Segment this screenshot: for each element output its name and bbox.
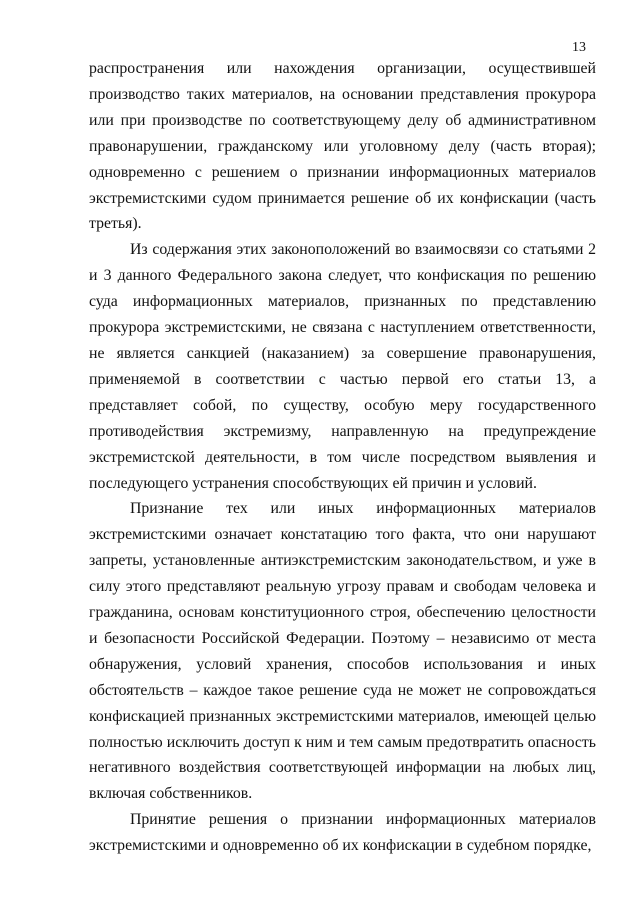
paragraph-4: Принятие решения о признании информационных материалов экстремистскими и одновременно об их конфискации в судебном порядке, bbox=[89, 811, 596, 855]
paragraph-2: Из содержания этих законоположений во взаимосвязи со статьями 2 и 3 данного Федерального закона следует, что конфискация по решению суда информационных материалов, признанных по представлению прокурора экстремистскими, не связана с наступлением ответственности, не является санкцией (наказанием) за совершение правонарушения, применяемой в соответствии с частью первой его статьи 13, а представляет собой, по существу, особую меру государственного противодействия экстремизму, направленную на предупреждение экстремистской деятельности, в том числе посредством выявления и последующего устранения способствующих ей причин и условий. bbox=[89, 241, 596, 492]
document-body bbox=[89, 56, 596, 859]
page-number: 13 bbox=[572, 40, 586, 55]
paragraph-3: Признание тех или иных информационных материалов экстремистскими означает констатацию того факта, что они нарушают запреты, установленные антиэкстремистским законодательством, и уже в силу этого представляют реальную угрозу правам и свободам человека и гражданина, основам конституционного строя, обеспечению целостности и безопасности Российской Федерации. Поэтому – независимо от места обнаружения, условий хранения, способов использования и иных обстоятельств – каждое такое решение суда не может не сопровождаться конфискацией признанных экстремистскими материалов, имеющей целью полностью исключить доступ к ним и тем самым предотвратить опасность негативного воздействия соответствующей информации на любых лиц, включая собственников. bbox=[89, 500, 596, 803]
paragraph-1: распространения или нахождения организации, осуществившей производство таких материалов, на основании представления прокурора или при производстве по соответствующему делу об административном правонарушении, гражданскому или уголовному делу (часть вторая); одновременно с решением о признании информационных материалов экстремистскими судом принимается решение об их конфискации (часть третья). bbox=[89, 60, 596, 233]
